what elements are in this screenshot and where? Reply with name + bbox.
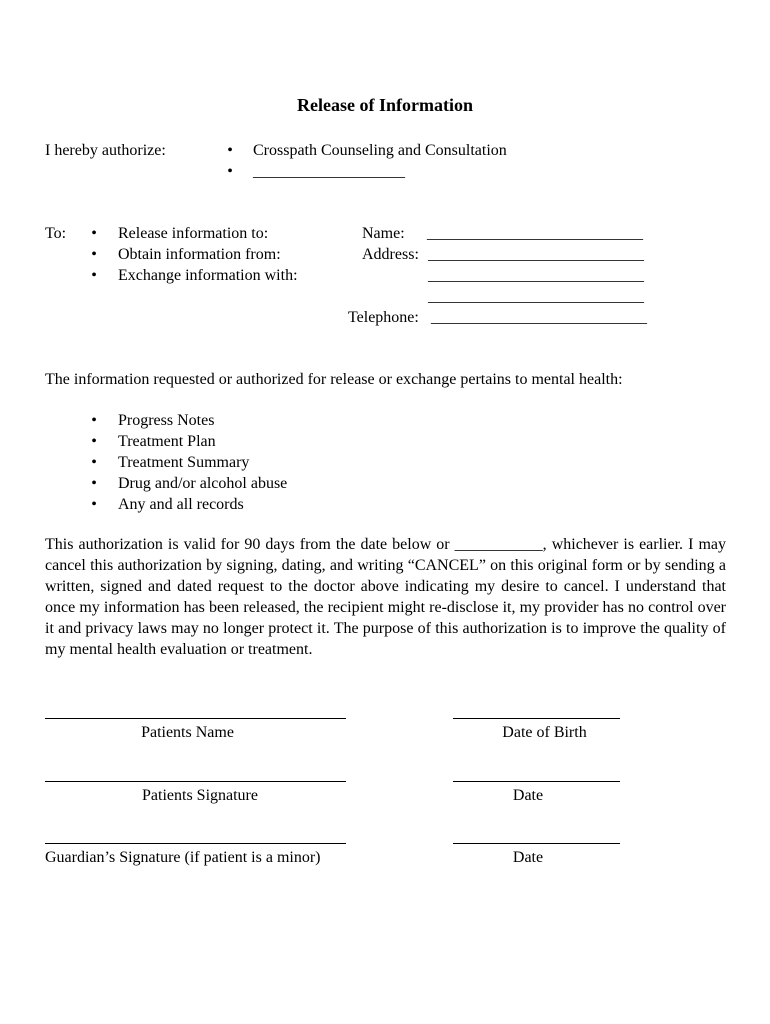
- patients-name-caption: Patients Name: [141, 724, 234, 741]
- address-line-1[interactable]: ___________________________: [428, 246, 644, 263]
- bullet-info-5: •: [91, 496, 97, 513]
- name-label: Name:: [362, 225, 405, 242]
- signature-date-line[interactable]: [453, 781, 620, 782]
- info-item-treatment-plan: Treatment Plan: [118, 433, 216, 450]
- info-item-drug-alcohol: Drug and/or alcohol abuse: [118, 475, 288, 492]
- authorize-entity-1: Crosspath Counseling and Consultation: [253, 142, 507, 159]
- date-of-birth-caption: Date of Birth: [502, 724, 587, 741]
- info-item-treatment-summary: Treatment Summary: [118, 454, 250, 471]
- to-label: To:: [45, 225, 67, 242]
- option-release: Release information to:: [118, 225, 269, 242]
- page-title: Release of Information: [297, 95, 473, 115]
- bullet-info-3: •: [91, 454, 97, 471]
- authorize-label: I hereby authorize:: [45, 142, 166, 159]
- option-obtain: Obtain information from:: [118, 246, 281, 263]
- option-exchange: Exchange information with:: [118, 267, 298, 284]
- patient-signature-line[interactable]: [45, 781, 346, 782]
- pertains-text: The information requested or authorized for release or exchange pertains to mental health:: [45, 371, 623, 388]
- signature-date-caption: Date: [512, 787, 544, 804]
- info-item-all-records: Any and all records: [118, 496, 244, 513]
- bullet-authorize-2: •: [227, 163, 233, 180]
- guardian-date-caption: Date: [512, 849, 544, 866]
- bullet-info-4: •: [91, 475, 97, 492]
- bullet-to-3: •: [91, 267, 97, 284]
- authorize-entity-2-line[interactable]: ___________________: [253, 163, 405, 180]
- guardian-signature-line[interactable]: [45, 843, 346, 844]
- date-of-birth-line[interactable]: [453, 718, 620, 719]
- bullet-to-2: •: [91, 246, 97, 263]
- bullet-info-1: •: [91, 412, 97, 429]
- patient-name-line[interactable]: [45, 718, 346, 719]
- guardian-signature-caption: Guardian’s Signature (if patient is a minor): [45, 849, 321, 866]
- guardian-date-line[interactable]: [453, 843, 620, 844]
- info-item-progress-notes: Progress Notes: [118, 412, 215, 429]
- authorization-paragraph: This authorization is valid for 90 days from the date below or ___________, whichever is earlier. I may cancel this authorization by signing, dating, and writing “CANCEL” on this original form or by sending a written, signed and dated request to the doctor above indicating my desire to cancel. I understand that once my information has been released, the recipient might re-disclose it, my provider has no control over it and privacy laws may no longer protect it. The purpose of this authorization is to improve the quality of my mental health evaluation or treatment.: [45, 536, 726, 658]
- name-line[interactable]: ___________________________: [427, 225, 643, 242]
- address-line-3[interactable]: ___________________________: [428, 288, 644, 305]
- bullet-info-2: •: [91, 433, 97, 450]
- telephone-label: Telephone:: [348, 309, 419, 326]
- patients-signature-caption: Patients Signature: [142, 787, 258, 804]
- telephone-line[interactable]: ___________________________: [431, 309, 647, 326]
- address-label: Address:: [362, 246, 419, 263]
- bullet-authorize-1: •: [227, 142, 233, 159]
- bullet-to-1: •: [91, 225, 97, 242]
- address-line-2[interactable]: ___________________________: [428, 267, 644, 284]
